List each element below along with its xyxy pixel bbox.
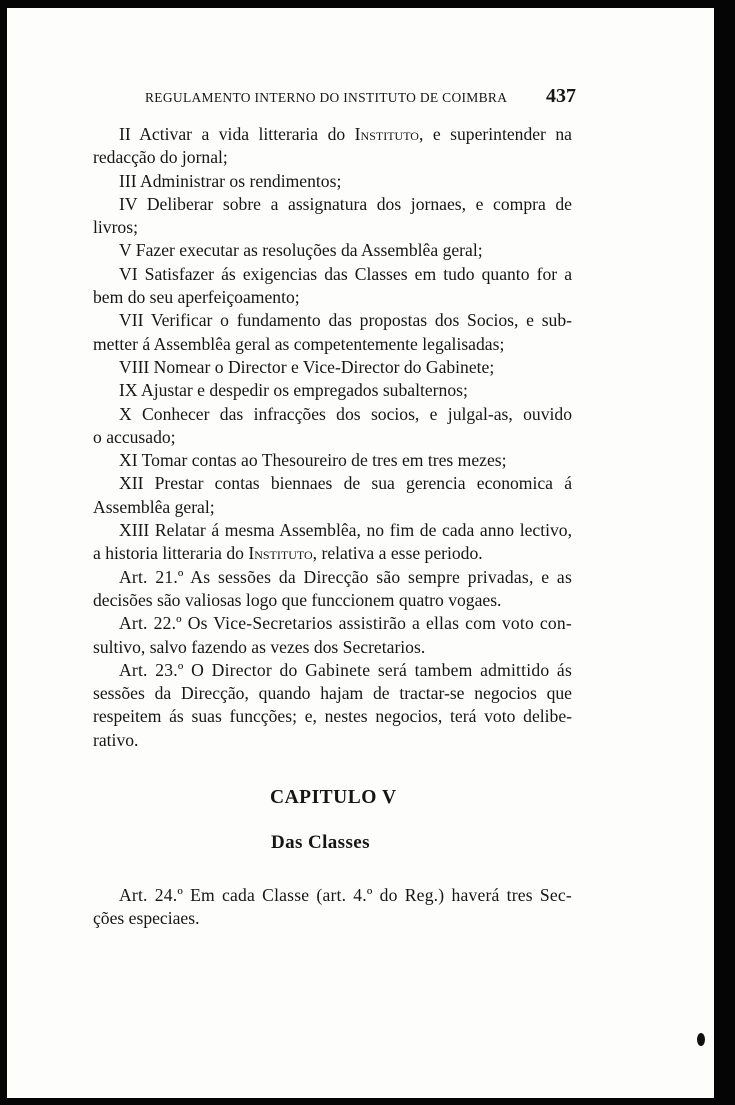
chapter-heading: CAPITULO V <box>270 787 397 808</box>
text-line: a historia litteraria do Instituto, relativa a esse periodo. <box>93 543 483 564</box>
article-21-line: Art. 21.º As sessões da Direcção são sempre privadas, e as <box>119 566 572 587</box>
scan-border-top <box>0 0 735 8</box>
text-line: VII Verificar o fundamento das propostas dos Socios, e sub- <box>119 310 572 331</box>
text-line: sessões da Direcção, quando hajam de tractar-se negocios que <box>93 683 572 704</box>
text-line: III Administrar os rendimentos; <box>119 170 342 191</box>
text-line: II Activar a vida litteraria do Instituto, e superintender na <box>119 124 572 144</box>
article-22-line: Art. 22.º Os Vice-Secretarios assistirão a ellas com voto con- <box>119 613 572 634</box>
text-line: VIII Nomear o Director e Vice-Director do Gabinete; <box>119 356 495 377</box>
text-line: IX Ajustar e despedir os empregados subalternos; <box>119 380 468 401</box>
scan-border-right <box>714 0 735 1105</box>
text-line: IV Deliberar sobre a assignatura dos jornaes, e compra de <box>119 193 572 214</box>
article-23-line: Art. 23.º O Director do Gabinete será tambem admittido ás <box>119 659 572 680</box>
text-line: X Conhecer das infracções dos socios, e julgal-as, ouvido <box>119 403 572 424</box>
text-line: XI Tomar contas ao Thesoureiro de tres em tres mezes; <box>119 450 507 471</box>
text-line: decisões são valiosas logo que funccionem quatro vogaes. <box>93 589 502 610</box>
text-line: metter á Assemblêa geral as competentemente legalisadas; <box>93 333 505 354</box>
text-line: ções especiaes. <box>93 908 200 929</box>
text-line: VI Satisfazer ás exigencias das Classes em tudo quanto for a <box>119 263 572 284</box>
ink-speck <box>697 1033 705 1046</box>
running-head: REGULAMENTO INTERNO DO INSTITUTO DE COIMBRA <box>145 90 508 105</box>
scan-border-left <box>0 0 7 1105</box>
text-line: XII Prestar contas biennaes de sua gerencia economica á <box>119 473 572 494</box>
text-line: XIII Relatar á mesma Assemblêa, no fim de cada anno lectivo, <box>119 520 572 541</box>
text-line: livros; <box>93 217 138 238</box>
article-24-line: Art. 24.º Em cada Classe (art. 4.º do Reg.) haverá tres Sec- <box>119 885 572 905</box>
text-line: o accusado; <box>93 426 176 447</box>
text-line: redacção do jornal; <box>93 147 228 168</box>
section-heading: Das Classes <box>271 832 370 853</box>
text-line: sultivo, salvo fazendo as vezes dos Secretarios. <box>93 636 426 657</box>
page-number: 437 <box>546 85 576 107</box>
scan-border-bottom <box>0 1098 735 1105</box>
text-line: rativo. <box>93 729 139 750</box>
text-line: V Fazer executar as resoluções da Assemblêa geral; <box>119 240 483 261</box>
article-20-list <box>93 123 572 752</box>
text-line: respeitem ás suas funcções; e, nestes negocios, terá voto delibe- <box>93 706 572 727</box>
text-line: Assemblêa geral; <box>93 496 215 517</box>
text-line: bem do seu aperfeiçoamento; <box>93 287 300 308</box>
article-24 <box>93 884 572 931</box>
